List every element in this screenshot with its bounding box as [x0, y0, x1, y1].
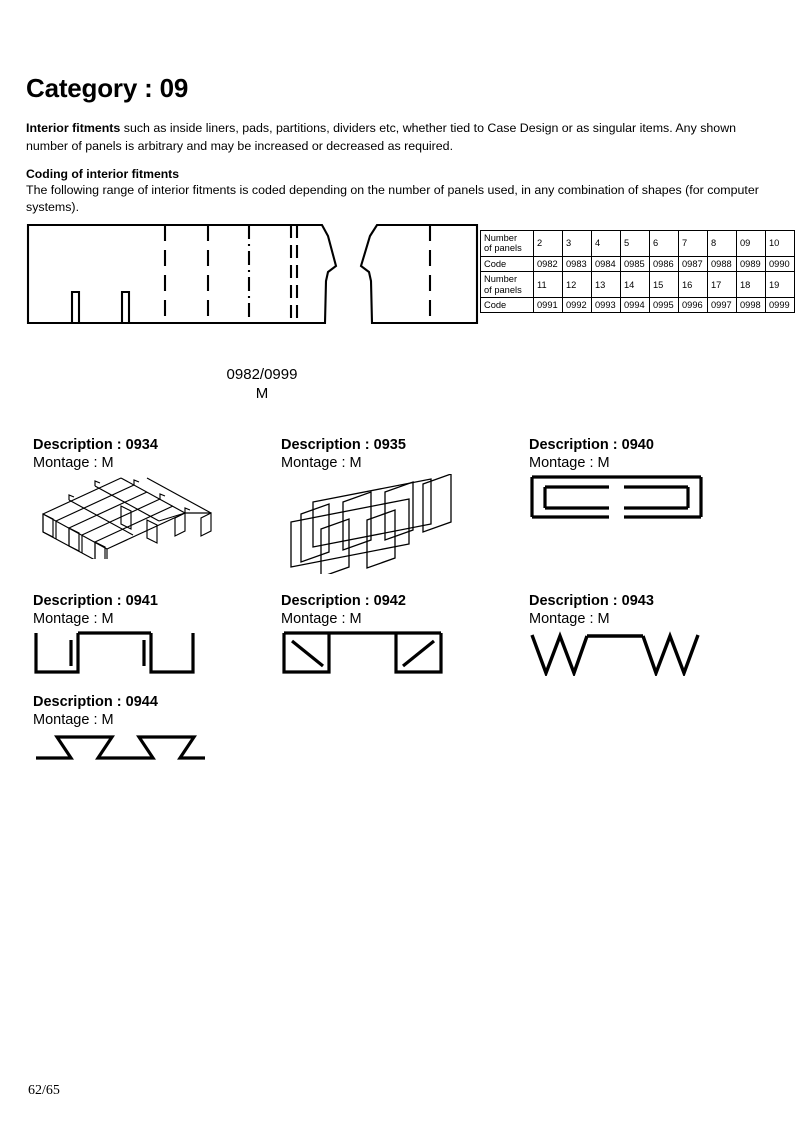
intro-body-text: such as inside liners, pads, partitions, dividers etc, whether tied to Case Design or as singular items. Any shown number of panels is arbitrary and may be increased or decreased as required. [26, 121, 737, 153]
footer-page-number: 62/65 [28, 1083, 60, 1098]
code-reference-table [480, 230, 795, 313]
flat-panel-svg [22, 220, 482, 340]
diagonal-boxes-icon [281, 630, 456, 676]
table-row [481, 298, 795, 313]
item-0934 [33, 436, 233, 559]
panel-slot-2 [122, 292, 129, 323]
item-0934-montage: Montage : M [33, 455, 114, 472]
cell-code-r2-c8: 0998 [737, 298, 766, 313]
cell-panels-r1-c8: 09 [737, 231, 766, 257]
castellated-profile-icon [33, 630, 208, 676]
item-0935 [281, 436, 471, 574]
row-header-line2: of panels [484, 243, 522, 254]
panel-slot-1 [72, 292, 79, 323]
cell-panels-r1-c2: 3 [563, 231, 592, 257]
item-0941-figure [33, 630, 208, 676]
cell-panels-r1-c1: 2 [534, 231, 563, 257]
cell-code-r2-c7: 0997 [708, 298, 737, 313]
item-0943-figure [529, 630, 704, 676]
item-0940-montage: Montage : M [529, 455, 610, 472]
cell-code-r1-c3: 0984 [592, 256, 621, 271]
row-header-number-of-panels [481, 231, 534, 257]
item-0934-figure [33, 474, 233, 559]
cell-panels-r1-c9: 10 [766, 231, 795, 257]
cell-panels-r2-c5: 15 [650, 272, 679, 298]
cell-panels-r2-c6: 16 [679, 272, 708, 298]
item-0935-description: Description : 0935 [281, 437, 406, 453]
row-header-line2-b: of panels [484, 284, 522, 295]
table-row [481, 256, 795, 271]
cell-code-r2-c3: 0993 [592, 298, 621, 313]
table-row [481, 231, 795, 257]
cell-panels-r2-c8: 18 [737, 272, 766, 298]
row-header-code-2: Code [481, 298, 534, 313]
item-0941-description: Description : 0941 [33, 593, 158, 609]
cell-code-r2-c2: 0992 [563, 298, 592, 313]
panel-outline-right [361, 225, 477, 323]
item-0944-figure [33, 731, 208, 763]
item-0935-montage: Montage : M [281, 455, 362, 472]
item-0943-description: Description : 0943 [529, 593, 654, 609]
item-0944-description: Description : 0944 [33, 694, 158, 710]
cell-code-r2-c5: 0995 [650, 298, 679, 313]
cell-panels-r1-c7: 8 [708, 231, 737, 257]
coding-section-heading: Coding of interior fitments [26, 167, 180, 181]
cell-panels-r2-c9: 19 [766, 272, 795, 298]
intro-paragraph [26, 120, 768, 156]
main-flat-panel-drawing [22, 220, 482, 340]
cell-panels-r2-c2: 12 [563, 272, 592, 298]
cell-code-r1-c5: 0986 [650, 256, 679, 271]
item-0944 [33, 693, 208, 763]
cell-code-r1-c9: 0990 [766, 256, 795, 271]
cell-panels-r2-c3: 13 [592, 272, 621, 298]
cell-code-r1-c8: 0989 [737, 256, 766, 271]
row-header-number-of-panels-2 [481, 272, 534, 298]
table-row [481, 272, 795, 298]
double-u-liner-icon [529, 474, 704, 520]
cell-panels-r1-c5: 6 [650, 231, 679, 257]
item-0941 [33, 592, 208, 676]
row-header-code-1: Code [481, 256, 534, 271]
item-0943 [529, 592, 704, 676]
item-0940-description: Description : 0940 [529, 437, 654, 453]
cell-code-r2-c9: 0999 [766, 298, 795, 313]
item-0943-montage: Montage : M [529, 611, 610, 628]
row-header-line1: Number [484, 233, 518, 243]
main-figure-caption [182, 366, 342, 404]
cell-panels-r1-c4: 5 [621, 231, 650, 257]
item-0942-figure [281, 630, 456, 676]
coding-section-text: The following range of interior fitments is coded depending on the number of panels used, in any combination of shapes (for computer systems). [26, 183, 759, 215]
item-0942-montage: Montage : M [281, 611, 362, 628]
item-0940 [529, 436, 704, 520]
cell-code-r1-c2: 0983 [563, 256, 592, 271]
item-0941-montage: Montage : M [33, 611, 114, 628]
cell-panels-r2-c7: 17 [708, 272, 737, 298]
cell-code-r1-c1: 0982 [534, 256, 563, 271]
cell-code-r1-c6: 0987 [679, 256, 708, 271]
page-title: Category : 09 [26, 73, 189, 103]
cell-panels-r2-c4: 14 [621, 272, 650, 298]
triangular-zfold-icon [33, 731, 208, 763]
item-0940-figure [529, 474, 704, 520]
item-0934-description: Description : 0934 [33, 437, 158, 453]
isometric-grid-icon [33, 474, 233, 559]
cell-code-r2-c6: 0996 [679, 298, 708, 313]
main-figure-montage: M [255, 384, 269, 402]
cell-panels-r2-c1: 11 [534, 272, 563, 298]
panel-outline-left [28, 225, 336, 323]
main-figure-code: 0982/0999 [226, 366, 298, 383]
w-zigzag-icon [529, 630, 704, 676]
cell-code-r2-c1: 0991 [534, 298, 563, 313]
cell-panels-r1-c3: 4 [592, 231, 621, 257]
interlocking-panels-icon [281, 474, 471, 574]
cell-panels-r1-c6: 7 [679, 231, 708, 257]
cell-code-r1-c4: 0985 [621, 256, 650, 271]
item-0942 [281, 592, 456, 676]
cell-code-r2-c4: 0994 [621, 298, 650, 313]
cell-code-r1-c7: 0988 [708, 256, 737, 271]
item-0942-description: Description : 0942 [281, 593, 406, 609]
intro-lead-term: Interior fitments [26, 121, 121, 135]
row-header-line1-b: Number [484, 274, 518, 285]
item-0944-montage: Montage : M [33, 712, 114, 729]
item-0935-figure [281, 474, 471, 574]
